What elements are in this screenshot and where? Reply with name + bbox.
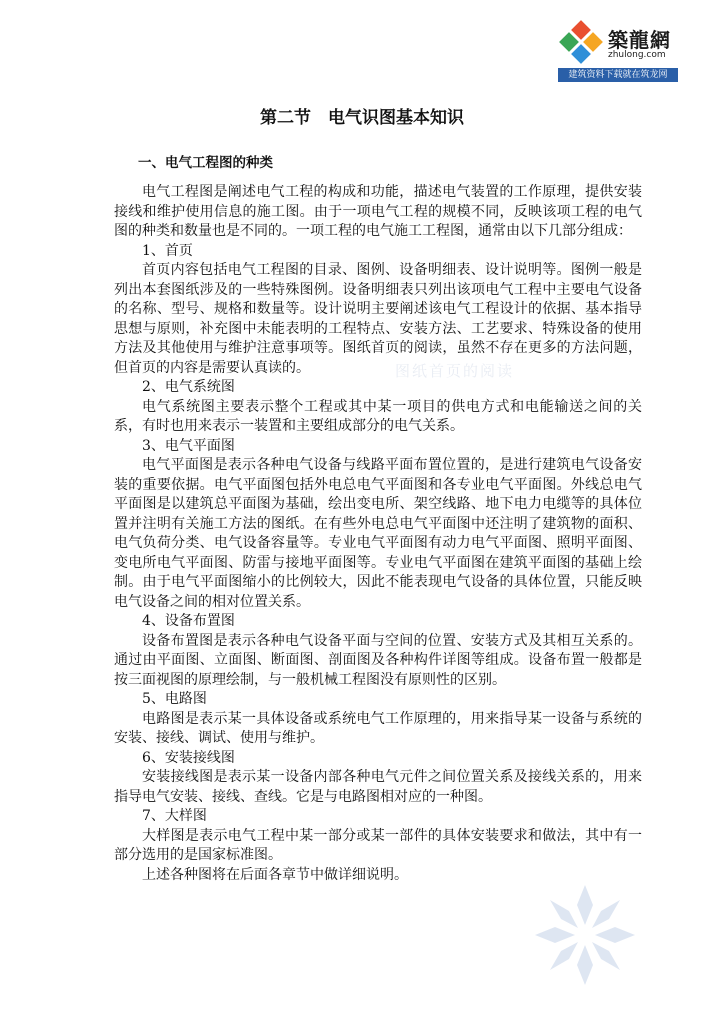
item-heading-floor-plan: 3、电气平面图: [142, 437, 235, 454]
item-heading-system-diagram: 2、电气系统图: [142, 379, 235, 395]
closing-paragraph: 上述各种图将在后面各章节中做详细说明。: [142, 866, 408, 883]
item-text-cover: 首页内容包括电气工程图的目录、图例、设备明细表、设计说明等。图例一般是列出本套图纸涉及的一些特殊图例。设备明细表只列出该项电气工程中主要电气设备的名称、型号、规格和数量等。设计说明主要阐述该电气工程设计的依据、基本指导思想与原则，补充图中未能表明的工程特点、安装方法、工艺要求、特殊设备的使用方法及其他使用与维护注意事项等。图纸首页的阅读，虽然不存在更多的方法问题，但首页的内容是需要认真读的。: [114, 262, 642, 376]
logo-diamond-left: [559, 32, 579, 52]
item-text-circuit-diagram: 电路图是表示某一具体设备或系统电气工作原理的，用来指导某一设备与系统的安装、接线、调试、使用与维护。: [114, 710, 642, 746]
logo-slogan: 建筑资料下载就在筑龙网: [558, 68, 678, 82]
logo-diamond-top: [571, 20, 591, 40]
document-body: [114, 183, 642, 885]
item-heading-detail-drawing: 7、大样图: [142, 808, 207, 824]
page-title: 第二节 电气识图基本知识: [260, 108, 464, 128]
intro-paragraph: 电气工程图是阐述电气工程的构成和功能，描述电气装置的工作原理，提供安装接线和维护使用信息的施工图。由于一项电气工程的规模不同，反映该项工程的电气图的种类和数量也是不同的。一项工程的电气施工工程图，通常由以下几部分组成：: [114, 184, 642, 239]
item-text-system-diagram: 电气系统图主要表示整个工程或其中某一项目的供电方式和电能输送之间的关系，有时也用来表示一装置和主要组成部分的电气关系。: [114, 398, 642, 434]
item-heading-cover: 1、首页: [142, 242, 193, 259]
logo-name: 築龍網: [608, 28, 671, 52]
item-heading-circuit-diagram: 5、电路图: [142, 691, 207, 707]
item-heading-wiring-diagram: 6、安装接线图: [142, 749, 235, 766]
section-heading: 一、电气工程图的种类: [138, 155, 273, 171]
watermark-text: 图纸首页的阅读: [395, 362, 515, 380]
zhulong-logo-icon: [556, 20, 606, 66]
zhulong-logo: [556, 20, 680, 84]
item-heading-equipment-layout: 4、设备布置图: [142, 613, 235, 629]
item-text-detail-drawing: 大样图是表示电气工程中某一部分或某一部件的具体安装要求和做法，其中有一部分选用的是国家标准图。: [114, 827, 642, 863]
watermark-snowflake-icon: [530, 880, 640, 990]
logo-diamond-right: [583, 32, 603, 52]
item-text-equipment-layout: 设备布置图是表示各种电气设备平面与空间的位置、安装方式及其相互关系的。通过由平面图、立面图、断面图、剖面图及各种构件详图等组成。设备布置一般都是按三面视图的原理绘制，与一般机械工程图没有原则性的区别。: [114, 632, 642, 688]
item-text-wiring-diagram: 安装接线图是表示某一设备内部各种电气元件之间位置关系及接线关系的，用来指导电气安装、接线、查线。它是与电路图相对应的一种图。: [114, 769, 642, 805]
logo-domain: zhulong.com: [608, 50, 666, 60]
item-text-floor-plan: 电气平面图是表示各种电气设备与线路平面布置位置的，是进行建筑电气设备安装的重要依据。电气平面图包括外电总电气平面图和各专业电气平面图。外线总电气平面图是以建筑总平面图为基础，绘出变电所、架空线路、地下电力电缆等的具体位置并注明有关施工方法的图纸。在有些外电总电气平面图中还注明了建筑物的面积、电气负荷分类、电气设备容量等。专业电气平面图有动力电气平面图、照明平面图、变电所电气平面图、防雷与接地平面图等。专业电气平面图在建筑平面图的基础上绘制。由于电气平面图缩小的比例较大，因此不能表现电气设备的具体位置，只能反映电气设备之间的相对位置关系。: [114, 457, 642, 610]
logo-diamond-bottom: [571, 44, 591, 64]
